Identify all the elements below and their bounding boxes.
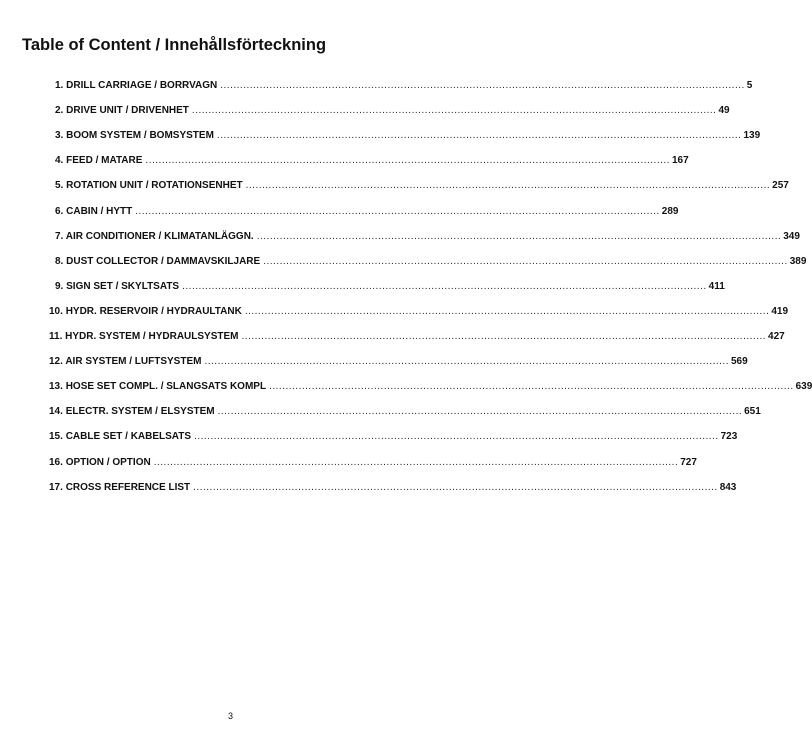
toc-dot-leader: ................................................................................................................................................................ (220, 80, 745, 91)
toc-entry-label (49, 356, 204, 367)
toc-entry-page: 5 (746, 80, 753, 91)
toc-entry-number: 4. (55, 155, 64, 167)
toc-dot-leader: ................................................................................................................................................................ (153, 456, 679, 468)
toc-entry-title: AIR CONDITIONER / KLIMATANLÄGGN. (65, 230, 254, 242)
toc-entry[interactable] (49, 406, 761, 422)
toc-entry-page: 639 (795, 381, 812, 393)
toc-entry-page: 411 (708, 280, 725, 292)
toc-entry-title: HYDR. RESERVOIR / HYDRAULTANK (65, 305, 242, 317)
toc-entry-number: 10. (49, 305, 63, 317)
toc-entry-page: 349 (783, 230, 800, 242)
toc-entry[interactable] (49, 456, 697, 473)
toc-entry-page: 843 (719, 481, 737, 493)
toc-entry-title: DRILL CARRIAGE / BORRVAGN (66, 80, 218, 91)
toc-entry-title: ROTATION UNIT / ROTATIONSENHET (66, 180, 243, 192)
toc-entry-label (49, 406, 218, 417)
toc-entry-page: 257 (772, 180, 789, 192)
toc-dot-leader: ................................................................................................................................................................ (263, 255, 788, 267)
toc-entry[interactable] (55, 105, 730, 121)
toc-entry-label (55, 130, 217, 141)
toc-dot-leader: ................................................................................................................................................................ (216, 130, 742, 142)
toc-entry-label (55, 231, 257, 242)
page-number: 3 (227, 711, 233, 721)
toc-entry[interactable] (49, 481, 737, 498)
toc-entry-number: 17. (49, 481, 63, 493)
toc-entry[interactable] (55, 205, 679, 222)
toc-dot-leader: ................................................................................................................................................................ (245, 180, 771, 192)
toc-entry-page: 389 (789, 255, 807, 267)
toc-dot-leader: ................................................................................................................................................................ (194, 431, 719, 443)
page-title: Table of Content / Innehållsförteckning (22, 36, 327, 54)
toc-dot-leader: ................................................................................................................................................................ (256, 230, 782, 242)
toc-entry-label (55, 155, 145, 166)
toc-entry[interactable] (55, 130, 761, 146)
toc-entry-title: HYDR. SYSTEM / HYDRAULSYSTEM (65, 331, 239, 342)
toc-entry-title: AIR SYSTEM / LUFTSYSTEM (65, 356, 202, 368)
toc-entry-title: CROSS REFERENCE LIST (65, 481, 191, 493)
toc-entry-number: 8. (55, 255, 64, 267)
toc-entry[interactable] (55, 155, 689, 171)
toc-entry-title: ELECTR. SYSTEM / ELSYSTEM (65, 406, 215, 418)
toc-entry[interactable] (49, 356, 748, 372)
toc-entry[interactable] (55, 180, 789, 196)
toc-entry-number: 9. (55, 280, 64, 292)
toc-entry-label (49, 482, 193, 493)
toc-dot-leader: ................................................................................................................................................................ (244, 305, 770, 317)
toc-entry-number: 11. (49, 331, 63, 342)
toc-entry[interactable] (55, 80, 753, 96)
toc-entry-label (55, 180, 246, 191)
toc-entry-page: 651 (744, 406, 761, 418)
toc-entry-title: CABIN / HYTT (66, 205, 133, 217)
toc-entry-title: HOSE SET COMPL. / SLANGSATS KOMPL (65, 381, 267, 393)
toc-dot-leader: ................................................................................................................................................................ (241, 331, 767, 342)
toc-dot-leader: ................................................................................................................................................................ (135, 205, 660, 217)
toc-entry-number: 12. (49, 356, 63, 368)
toc-entry-label (55, 80, 220, 91)
toc-entry-title: DUST COLLECTOR / DAMMAVSKILJARE (66, 255, 261, 267)
toc-entry-title: SIGN SET / SKYLTSATS (66, 280, 180, 292)
toc-entry-page: 723 (720, 431, 738, 443)
toc-entry[interactable] (49, 431, 738, 447)
toc-entry-page: 49 (718, 105, 730, 117)
toc-entry-label (55, 281, 182, 292)
toc-entry-label (49, 381, 269, 392)
toc-entry-label (55, 256, 263, 267)
toc-entry-page: 427 (768, 331, 785, 342)
toc-dot-leader: ................................................................................................................................................................ (204, 356, 729, 368)
toc-entry-label (49, 431, 194, 442)
toc-entry-page: 289 (661, 205, 679, 217)
toc-entry[interactable] (49, 305, 789, 322)
toc-entry-number: 16. (49, 456, 63, 468)
toc-entry-page: 569 (730, 356, 748, 368)
toc-entry-title: OPTION / OPTION (65, 456, 151, 468)
toc-entry-number: 14. (49, 406, 63, 418)
toc-entry-label (49, 306, 245, 317)
toc-entry-number: 6. (55, 205, 64, 217)
toc-entry-title: FEED / MATARE (66, 155, 143, 167)
toc-entry-page: 419 (771, 305, 789, 317)
toc-entry-page: 167 (671, 155, 689, 167)
toc-entry[interactable] (49, 381, 812, 397)
toc-entry-label (49, 331, 242, 342)
toc-entry-number: 1. (55, 80, 64, 91)
toc-entry-number: 13. (49, 381, 63, 393)
toc-entry-page: 139 (743, 130, 761, 142)
toc-entry-label (55, 206, 135, 217)
toc-dot-leader: ................................................................................................................................................................ (191, 105, 717, 117)
toc-entry-title: BOOM SYSTEM / BOMSYSTEM (66, 130, 214, 142)
toc-entry-number: 5. (55, 180, 64, 192)
toc-entry[interactable] (55, 255, 807, 272)
toc-entry-number: 3. (55, 130, 64, 142)
toc-entry-number: 7. (55, 230, 64, 242)
toc-dot-leader: ................................................................................................................................................................ (217, 406, 743, 418)
toc-entry-title: CABLE SET / KABELSATS (65, 431, 192, 443)
toc-dot-leader: ................................................................................................................................................................ (193, 481, 718, 493)
toc-entry[interactable] (49, 331, 785, 347)
toc-entry-number: 2. (55, 105, 64, 117)
toc-entry-page: 727 (680, 456, 697, 468)
toc-entry[interactable] (55, 230, 800, 247)
toc-entry-number: 15. (49, 431, 63, 443)
toc-entry[interactable] (55, 280, 725, 297)
toc-entry-title: DRIVE UNIT / DRIVENHET (66, 105, 189, 117)
toc-entry-label (55, 105, 192, 116)
toc-dot-leader: ................................................................................................................................................................ (269, 381, 794, 393)
toc-dot-leader: ................................................................................................................................................................ (145, 155, 670, 167)
toc-dot-leader: ................................................................................................................................................................ (182, 280, 707, 292)
toc-entry-label (49, 457, 154, 468)
